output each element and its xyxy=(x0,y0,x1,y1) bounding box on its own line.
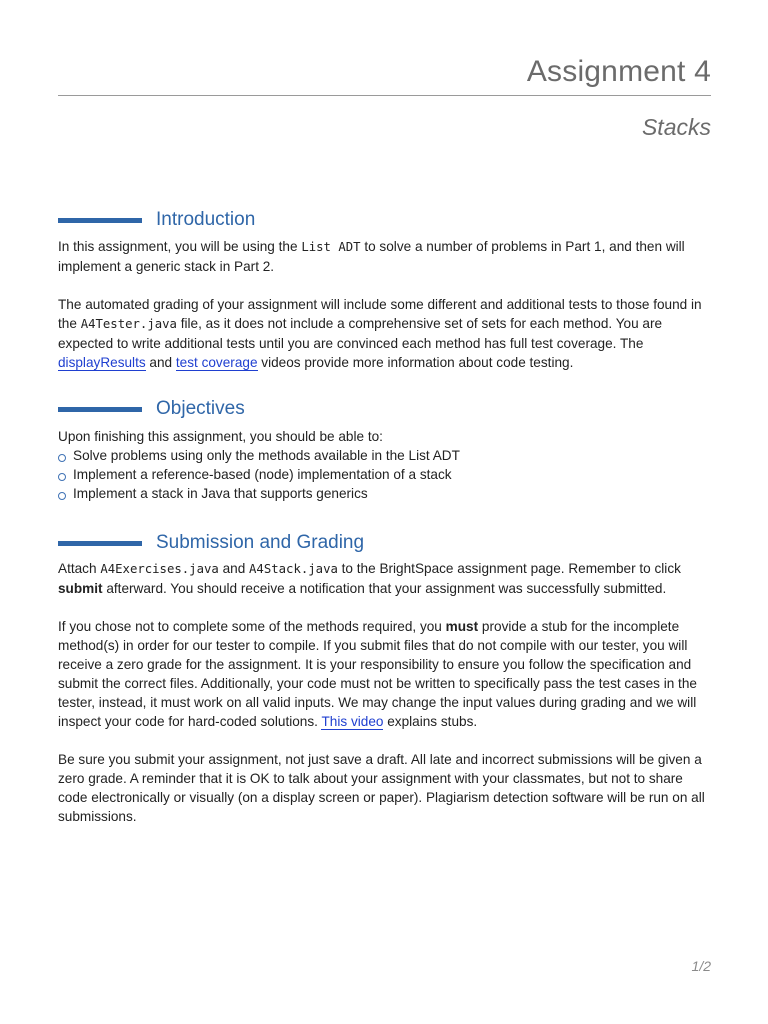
circle-bullet-icon xyxy=(58,492,66,500)
inline-code-stack-file: A4Stack.java xyxy=(249,562,338,576)
section-heading-introduction xyxy=(58,207,255,233)
list-item: Implement a stack in Java that supports generics xyxy=(58,484,711,503)
link-stubs-video[interactable]: This video xyxy=(321,714,384,729)
circle-bullet-icon xyxy=(58,454,66,462)
section-bar xyxy=(58,218,142,223)
intro-paragraph-1: In this assignment, you will be using the List ADT to solve a number of problems in Part 1, and then will implement a generic stack in Part 2. xyxy=(58,239,685,274)
inline-code-exercises-file: A4Exercises.java xyxy=(100,562,219,576)
intro-paragraph-2: The automated grading of your assignment will include some different and additional tests to those found in the A4Tester.java file, as it does not include a comprehensive set of sets for each method. You are expected to write additional tests until you are convinced each method has full test coverage. The displayResults and test coverage videos provide more information about code testing. xyxy=(58,297,702,370)
list-item: Solve problems using only the methods available in the List ADT xyxy=(58,446,711,465)
submission-paragraph-3: Be sure you submit your assignment, not just save a draft. All late and incorrect submissions will be given a zero grade. A reminder that it is OK to talk about your assignment with your classmates, but not to share code electronically or visually (on a display screen or paper). Plagiarism detection software will be run on all submissions. xyxy=(58,752,705,824)
section-heading-submission xyxy=(58,530,364,556)
inline-code-tester-file: A4Tester.java xyxy=(80,317,177,331)
introduction-body xyxy=(58,237,711,372)
document-title: Assignment 4 xyxy=(526,55,711,88)
emphasis-must: must xyxy=(445,619,479,634)
section-title: Submission and Grading xyxy=(156,532,365,553)
section-bar xyxy=(58,541,142,546)
section-title: Introduction xyxy=(156,209,256,230)
title-divider xyxy=(58,95,711,96)
submission-body xyxy=(58,559,711,826)
objectives-list xyxy=(58,446,711,503)
list-item: Implement a reference-based (node) implementation of a stack xyxy=(58,465,711,484)
objectives-body xyxy=(58,427,711,503)
page-number: 1/2 xyxy=(691,958,711,974)
link-display-results-video[interactable]: displayResults xyxy=(58,355,146,370)
section-bar xyxy=(58,407,142,412)
emphasis-submit: submit xyxy=(58,581,103,596)
circle-bullet-icon xyxy=(58,473,66,481)
link-test-coverage-video[interactable]: test coverage xyxy=(175,355,258,370)
submission-paragraph-1: Attach A4Exercises.java and A4Stack.java to the BrightSpace assignment page. Remember to click submit afterward. You should receive a notification that your assignment was successfully submitted. xyxy=(58,561,681,596)
inline-code-list-adt: List ADT xyxy=(301,240,361,254)
objectives-lead: Upon finishing this assignment, you should be able to: xyxy=(58,429,383,444)
document-subtitle: Stacks xyxy=(641,114,711,140)
submission-paragraph-2: If you chose not to complete some of the methods required, you must provide a stub for the incomplete method(s) in order for our tester to compile. If you submit files that do not compile with our tester, you will receive a zero grade for the assignment. It is your responsibility to ensure you follow the specification and submit the correct files. Additionally, your code must not be written to specifically pass the test cases in the tester, instead, it must work on all valid inputs. We may change the input values during grading and we will inspect your code for hard-coded solutions. This video explains stubs. xyxy=(58,619,697,729)
section-heading-objectives xyxy=(58,396,245,422)
section-title: Objectives xyxy=(156,398,245,419)
